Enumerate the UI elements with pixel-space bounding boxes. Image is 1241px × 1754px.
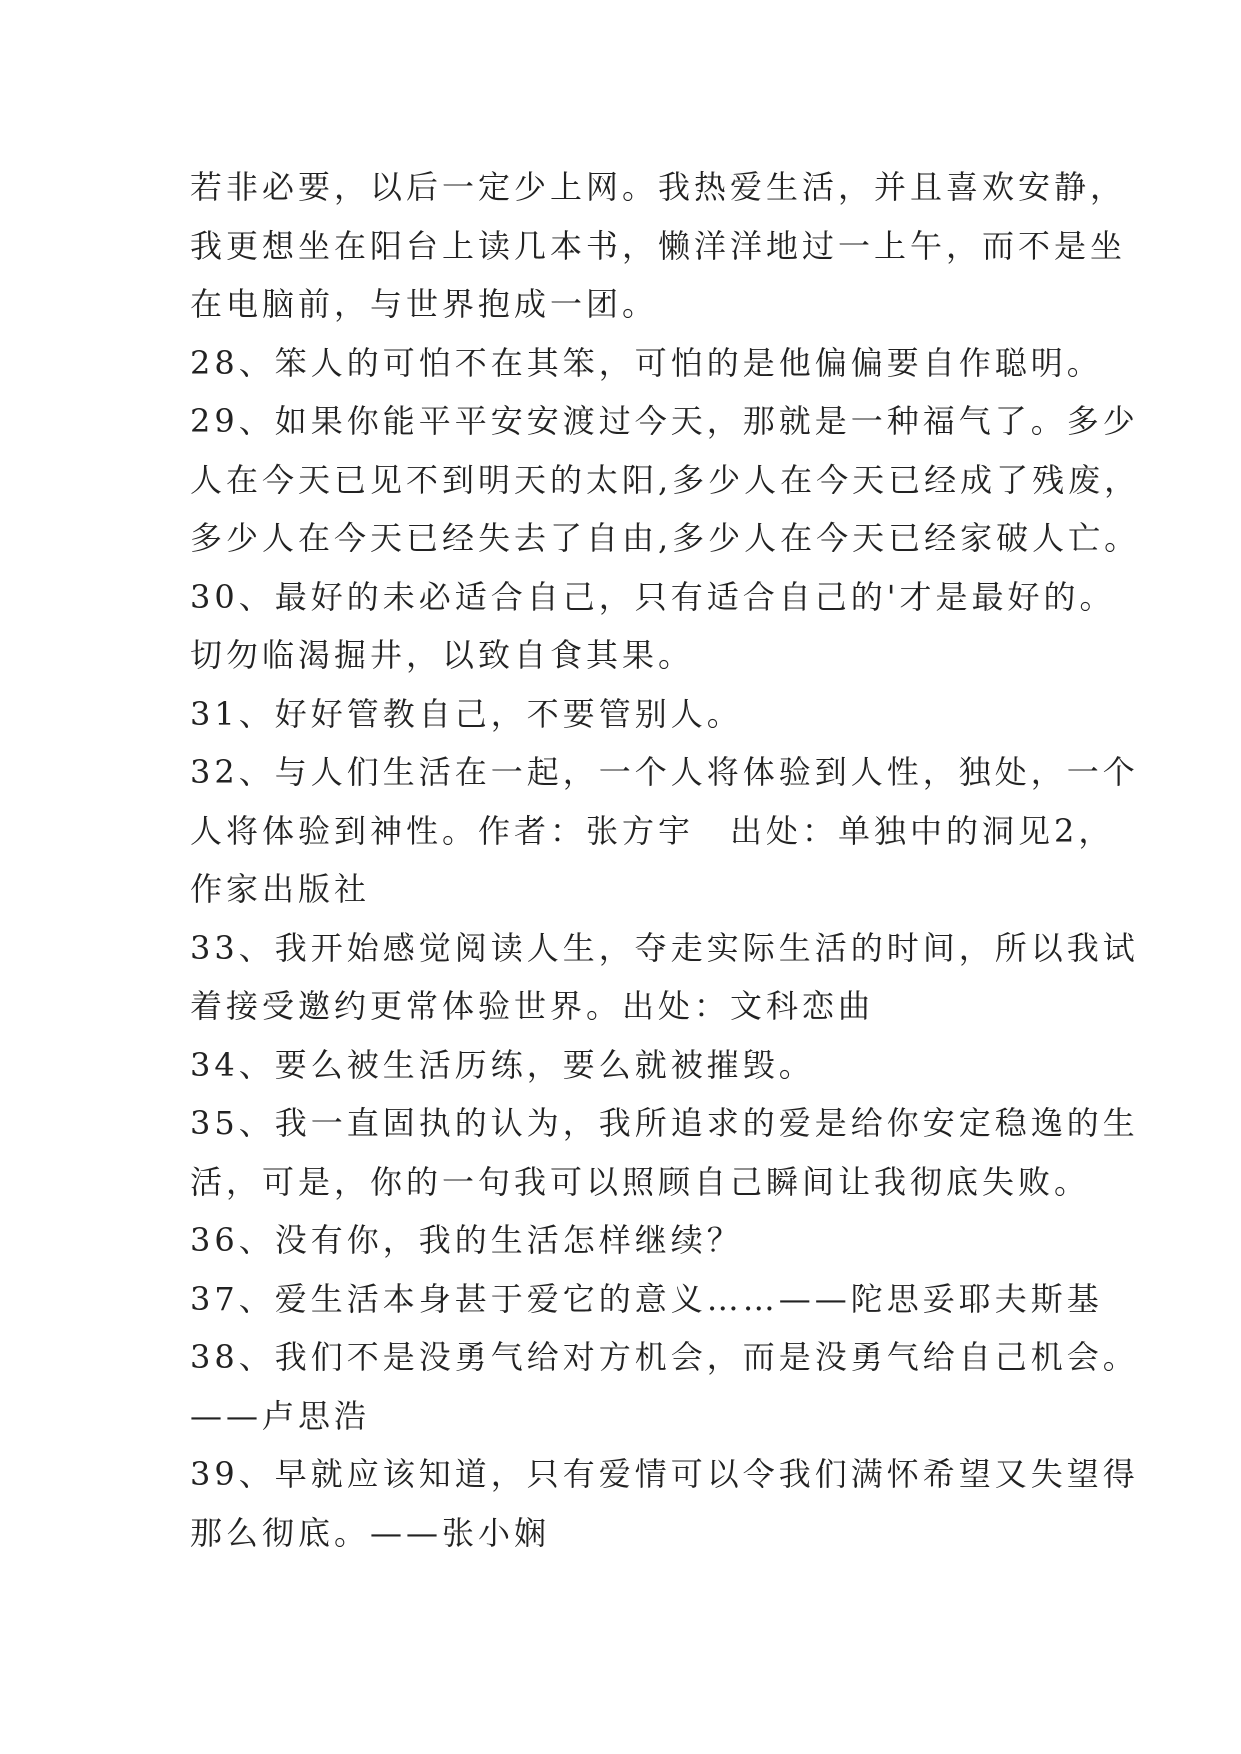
text-line: 活，可是，你的一句我可以照顾自己瞬间让我彻底失败。 (190, 1162, 1091, 1201)
text-line: 人将体验到神性。作者：张方宇 出处：单独中的洞见2， (190, 811, 1115, 850)
text-line: 31、好好管教自己，不要管别人。 (190, 694, 743, 733)
text-line: 33、我开始感觉阅读人生，夺走实际生活的时间，所以我试 (190, 928, 1139, 967)
text-line: ——卢思浩 (190, 1396, 371, 1435)
text-line: 我更想坐在阳台上读几本书，懒洋洋地过一上午，而不是坐 (190, 226, 1127, 265)
text-line: 作家出版社 (190, 870, 371, 908)
text-line: 36、没有你，我的生活怎样继续？ (190, 1221, 743, 1259)
text-line: 32、与人们生活在一起，一个人将体验到人性，独处，一个 (190, 753, 1139, 791)
text-line: 那么彻底。——张小娴 (190, 1513, 551, 1552)
text-line: 28、笨人的可怕不在其笨，可怕的是他偏偏要自作聪明。 (190, 343, 1103, 382)
text-line: 着接受邀约更常体验世界。出处：文科恋曲 (190, 987, 875, 1025)
text-line: 30、最好的未必适合自己，只有适合自己的'才是最好的。 (190, 577, 1116, 616)
text-line: 人在今天已见不到明天的太阳,多少人在今天已经成了残废， (190, 460, 1141, 499)
text-line: 29、如果你能平平安安渡过今天，那就是一种福气了。多少 (190, 402, 1139, 440)
text-line: 若非必要，以后一定少上网。我热爱生活，并且喜欢安静， (190, 168, 1127, 206)
text-line: 35、我一直固执的认为，我所追求的爱是给你安定稳逸的生 (190, 1104, 1139, 1142)
text-line: 在电脑前，与世界抱成一团。 (190, 285, 659, 323)
text-line: 切勿临渴掘井，以致自食其果。 (190, 636, 695, 674)
text-line: 37、爱生活本身甚于爱它的意义……——陀思妥耶夫斯基 (190, 1279, 1103, 1318)
document-body (190, 158, 1141, 1562)
text-line: 多少人在今天已经失去了自由,多少人在今天已经家破人亡。 (190, 519, 1141, 557)
text-line: 39、早就应该知道，只有爱情可以令我们满怀希望又失望得 (190, 1455, 1139, 1493)
text-line: 38、我们不是没勇气给对方机会，而是没勇气给自己机会。 (190, 1338, 1139, 1376)
text-line: 34、要么被生活历练，要么就被摧毁。 (190, 1045, 815, 1084)
